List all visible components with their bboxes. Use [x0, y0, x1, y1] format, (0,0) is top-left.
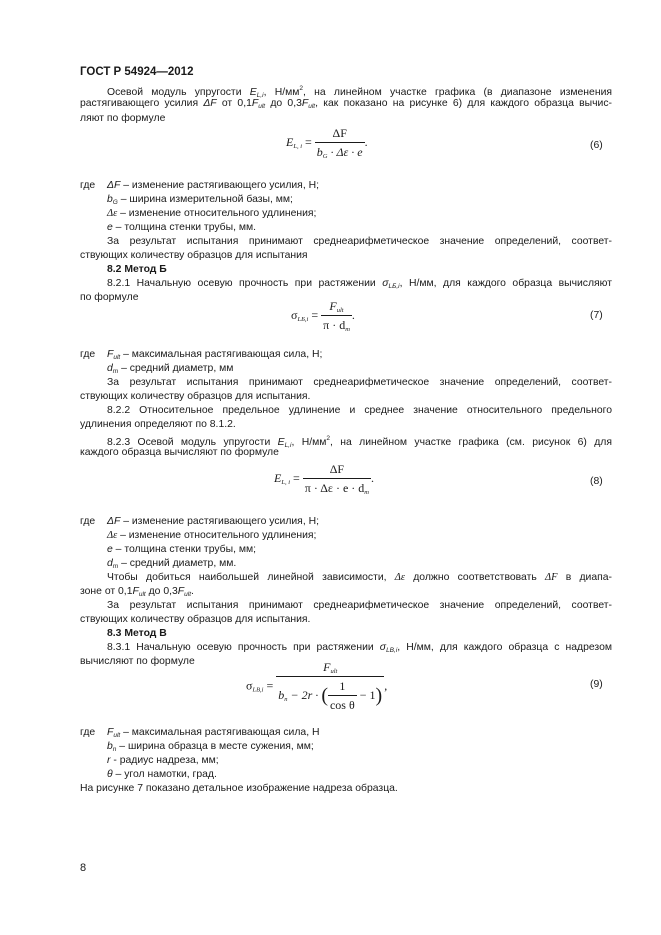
paragraph-line: растягивающего усилия ΔF от $0,1F_{ult}$ до $0,3F_{ult}$, как показано на рисунке 6) для каждого образца вычис- — [80, 98, 613, 110]
paragraph-line: За результат испытания принимают среднеарифметическое значение определений, соответ- — [107, 600, 612, 611]
paragraph-line: ствующих количеству образцов для испытания — [80, 250, 308, 261]
definition-line: $b_G$ – ширина измерительной базы, мм; — [107, 194, 293, 206]
where-label: где — [80, 516, 96, 527]
paragraph-line: ляют по формуле — [80, 113, 166, 124]
definition-line: $F_{ult}$ – максимальная растягивающая сила, Н — [107, 727, 320, 739]
formula-number: (8) — [590, 476, 603, 487]
paragraph-line: удлинения определяют по 8.1.2. — [80, 419, 236, 430]
definition-line: e – толщина стенки трубы, мм. — [107, 222, 257, 233]
paragraph-line: За результат испытания принимают среднеарифметическое значение определений, соответ- — [107, 377, 612, 388]
definition-line: θ – угол намотки, град. — [107, 769, 217, 780]
page-number: 8 — [80, 862, 87, 874]
definition-line: e – толщина стенки трубы, мм; — [107, 544, 257, 555]
paragraph-line: зоне от $0,1F_{ult}$ до $0,3F_{ult}$. — [80, 586, 194, 598]
document-header: ГОСТ Р 54924—2012 — [80, 66, 194, 78]
definition-line: $F_{ult}$ – максимальная растягивающая сила, Н; — [107, 349, 323, 361]
paragraph-line: ствующих количеству образцов для испытания. — [80, 614, 311, 625]
definition-line: Δε – изменение относительного удлинения; — [107, 530, 317, 541]
paragraph-line: 8.3.1 Начальную осевую прочность при растяжении $\sigma_{LB,i}$, Н/мм, для каждого образца с надрезом — [107, 642, 612, 654]
paragraph-line: 8.2.1 Начальную осевую прочность при растяжении $\sigma_{LБ,i}$, Н/мм, для каждого образца вычисляют — [107, 278, 613, 290]
paragraph-line: вычисляют по формуле — [80, 656, 195, 667]
formula-fraction: $\frac{F_{ult}}{\pi \cdot d_m}$ — [323, 299, 350, 333]
paragraph-line: каждого образца вычисляют по формуле — [80, 447, 279, 458]
definition-line: ΔF – изменение растягивающего усилия, Н; — [107, 516, 319, 527]
formula-number: (7) — [590, 310, 603, 321]
formula-number: (9) — [590, 679, 603, 690]
formula-6: $E_{L, i}$ = $\frac{\Delta F}{b_G \cdot \Delta\varepsilon \cdot e}$ . — [286, 126, 368, 160]
paragraph-line: Осевой модуль упругости $E_{L,i}$, $Н/мм^2$, на линейном участке графика (в диапазоне изменения — [107, 85, 612, 99]
definition-line: Δε – изменение относительного удлинения; — [107, 208, 317, 219]
where-label: где — [80, 349, 96, 360]
paragraph-line: ствующих количеству образцов для испытания. — [80, 391, 311, 402]
paragraph-line: 8.2.3 Осевой модуль упругости $E_{L,i}$, $Н/мм^2$, на линейном участке графика (см. рисунок 6) для — [107, 435, 612, 449]
definition-line: $b_n$ – ширина образца в месте сужения, мм; — [107, 741, 314, 753]
closing-sentence: На рисунке 7 показано детальное изображение надреза образца. — [80, 783, 398, 794]
where-label: где — [80, 180, 96, 191]
section-title: 8.3 Метод В — [107, 628, 167, 639]
formula-fraction: $\frac{\Delta F}{b_G \cdot \Delta\varepsilon \cdot e}$ — [316, 126, 363, 160]
formula-9: $\sigma_{LB,i}$ = $F_{ult}$ $b_n - 2r$ · ( $\frac{1}{\text{cos θ}}$ − 1) , — [246, 660, 388, 712]
formula-7: $\sigma_{LБ,i}$ = $\frac{F_{ult}}{\pi \cdot d_m}$ . — [291, 299, 355, 333]
formula-fraction: $F_{ult}$ $b_n - 2r$ · ( $\frac{1}{\text{cos θ}}$ − 1) — [278, 660, 383, 712]
section-title: 8.2 Метод Б — [107, 264, 167, 275]
definition-line: $d_m$ – средний диаметр, мм. — [107, 558, 237, 570]
paragraph-line: по формуле — [80, 292, 139, 303]
inner-fraction: $\frac{1}{\text{cos θ}}$ — [329, 679, 355, 712]
where-label: где — [80, 727, 96, 738]
formula-8: $E_{L, i}$ = $\frac{\Delta F}{\pi \cdot \Delta\varepsilon \cdot e \cdot d_m}$ . — [274, 462, 374, 496]
formula-number: (6) — [590, 140, 603, 151]
paragraph-line: 8.2.2 Относительное предельное удлинение и среднее значение относительного предельного — [107, 405, 612, 416]
paragraph-line: За результат испытания принимают среднеарифметическое значение определений, соответ- — [107, 236, 612, 247]
paragraph-line: Чтобы добиться наибольшей линейной зависимости, Δε должно соответствовать ΔF в диапа- — [107, 572, 612, 583]
formula-fraction: $\frac{\Delta F}{\pi \cdot \Delta\varepsilon \cdot e \cdot d_m}$ — [304, 462, 369, 496]
definition-line: ΔF – изменение растягивающего усилия, Н; — [107, 180, 319, 191]
definition-line: $d_m$ – средний диаметр, мм — [107, 363, 234, 375]
definition-line: r - радиус надреза, мм; — [107, 755, 219, 766]
